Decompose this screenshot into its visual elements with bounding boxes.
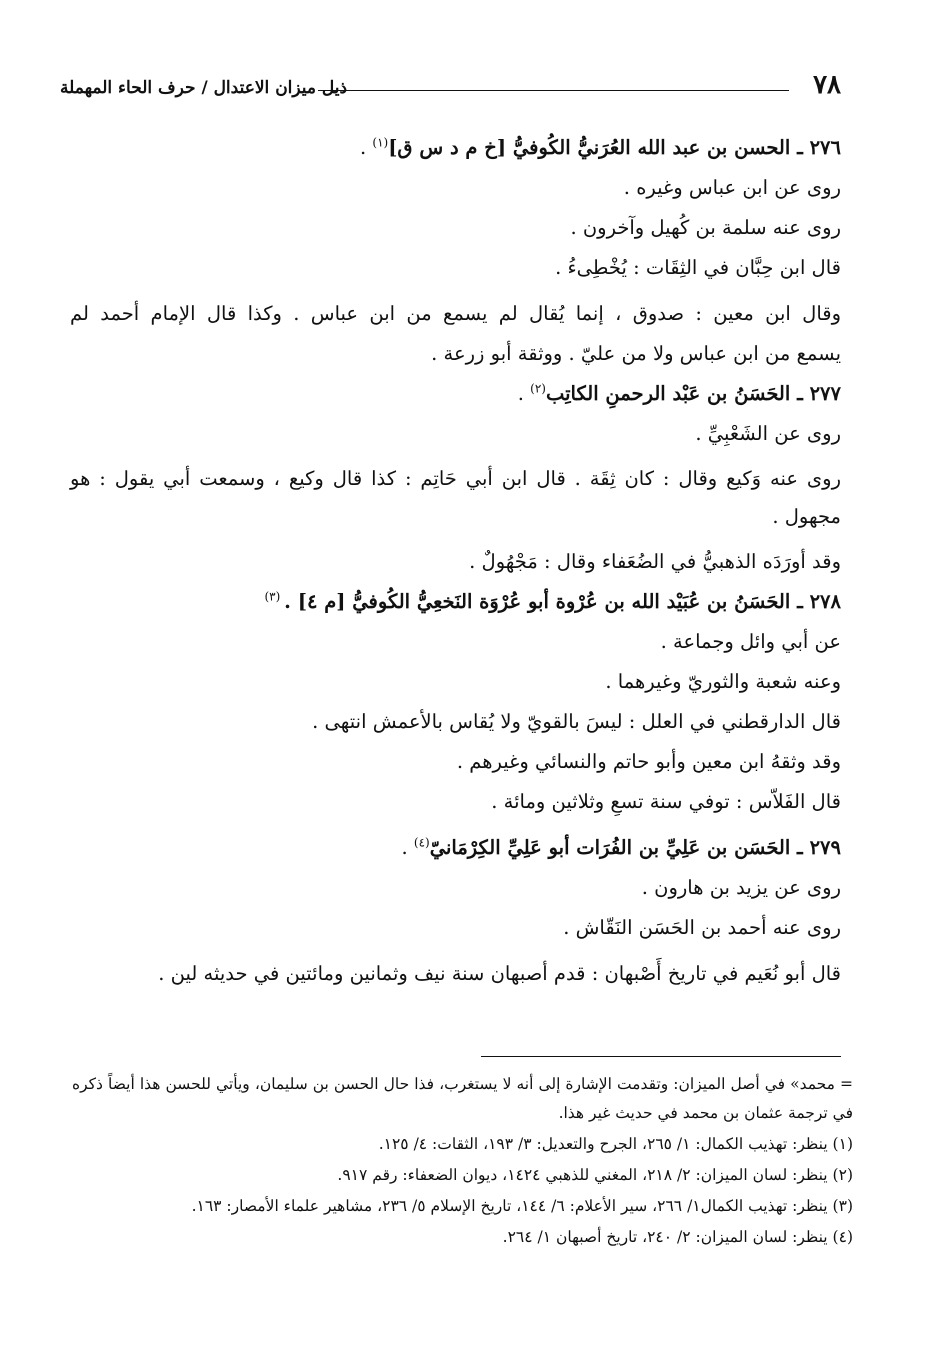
entry-276-line-3: قال ابن حِبَّان في الثِقَات : يُخْطِىءُ . xyxy=(555,256,841,279)
footnote-3: (٣) ينظر: تهذيب الكمال١/ ٢٦٦، سير الأعلام: ٦/ ١٤٤، تاريخ الإسلام ٥/ ٢٣٦، مشاهير علماء الأمصار: ١٦٣. xyxy=(191,1197,853,1215)
entry-278-line-3: قال الدارقطني في العلل : ليسَ بالقويّ ولا يُقاس بالأعمش انتهى . xyxy=(312,710,841,733)
footnote-continuation: = محمد» في أصل الميزان: وتقدمت الإشارة إلى أنه لا يستغرب، فذا حال الحسن بن سليمان، ويأتي للحسن هذا أيضاً ذكره في ترجمة عثمان بن محمد في حديث غير هذا. xyxy=(72,1075,853,1122)
entry-279-title: ٢٧٩ ـ الحَسَن بن عَلِيِّ بن الفُرَات أبو عَلِيِّ الكِرْمَانيّ xyxy=(429,836,841,859)
entry-278-line-4: وقد وثقهُ ابن معين وأبو حاتم والنسائي وغيرهم . xyxy=(456,750,841,773)
header-rule xyxy=(318,90,789,91)
entry-277-title: ٢٧٧ ـ الحَسَنُ بن عَبْد الرحمنِ الكاتِب xyxy=(545,382,841,405)
entry-278-heading xyxy=(70,582,841,622)
page-number: ٧٨ xyxy=(813,70,841,100)
entry-277-line-3: وقد أورَدَه الذهبيُّ في الضُعَفاء وقال : مَجْهُولٌ . xyxy=(469,550,841,573)
entry-276-line-2: روى عنه سلمة بن كُهيل وآخرون . xyxy=(570,216,841,239)
footnote-ref-2: (٢) xyxy=(530,381,546,396)
entry-278-line-1: عن أبي وائل وجماعة . xyxy=(660,630,841,653)
entry-277-line-1: روى عن الشَعْبِيِّ . xyxy=(695,422,841,445)
entry-278-title: ٢٧٨ ـ الحَسَنُ بن عُبَيْد الله بن عُرْوة أبو عُرْوَة النَخعِيُّ الكُوفيُّ [م ٤] . xyxy=(284,590,841,613)
entry-276-line-1: روى عن ابن عباس وغيره . xyxy=(623,176,841,199)
footnote-1: (١) ينظر: تهذيب الكمال: ١/ ٢٦٥، الجرح والتعديل: ٣/ ١٩٣، الثقات: ٤/ ١٢٥. xyxy=(378,1135,853,1153)
footnote-ref-4: (٤) xyxy=(413,835,430,850)
entry-278-line-2: وعنه شعبة والثوريّ وغيرهما . xyxy=(605,670,841,693)
footnotes xyxy=(72,1070,853,1252)
footnote-ref-3: (٣) xyxy=(264,589,285,604)
entry-276-line-4: وقال ابن معين : صدوق ، إنما يُقال لم يسمع من ابن عباس . وكذا قال الإمام أحمد لم xyxy=(70,302,841,325)
entry-276-heading: ٢٧٦ ـ الحسن بن عبد الله العُرَنيُّ الكُوفيُّ [خ م د س ق]$^{(١)}$ . xyxy=(359,135,841,159)
footnote-4: (٤) ينظر: لسان الميزان: ٢/ ٢٤٠، تاريخ أصبهان ١/ ٢٦٤. xyxy=(502,1228,853,1246)
running-title: ذيل ميزان الاعتدال / حرف الحاء المهملة xyxy=(60,78,348,98)
entry-279-line-3: قال أبو نُعَيم في تاريخ أَصْبهان : قدم أصبهان سنة نيف وثمانين ومائتين في حديثه لين . xyxy=(158,962,841,985)
entry-277-line-2: روى عنه وَكيع وقال : كان ثِقَة . قال ابن أبي حَاتِم : كذا قال وكيع ، وسمعت أبي يقول : هو مجهول . xyxy=(70,467,841,528)
footnote-separator xyxy=(481,1056,841,1057)
entry-276-title: ٢٧٦ ـ الحسن بن عبد الله العُرَنيُّ الكُوفيُّ [خ م د س ق] xyxy=(388,136,841,159)
footnote-ref-1: (١) xyxy=(372,135,389,150)
entry-279-heading: ٢٧٩ ـ الحَسَن بن عَلِيِّ بن الفُرَات أبو عَلِيِّ الكِرْمَانيّ$^{(٤)}$ . xyxy=(401,835,841,859)
entry-278-line-5: قال الفَلاّس : توفي سنة تسعِ وثلاثين ومائة . xyxy=(491,790,841,813)
page-header xyxy=(60,70,841,106)
main-text xyxy=(70,128,841,994)
entry-277-heading: ٢٧٧ ـ الحَسَنُ بن عَبْد الرحمنِ الكاتِب$^{(٢)}$ . xyxy=(517,381,841,405)
entry-279-line-2: روى عنه أحمد بن الحَسَن النَقّاش . xyxy=(563,916,841,939)
entry-276-line-5: يسمع من ابن عباس ولا من عليّ . ووثقة أبو زرعة . xyxy=(431,342,841,365)
entry-279-line-1: روى عن يزيد بن هارون . xyxy=(641,876,841,899)
footnote-2: (٢) ينظر: لسان الميزان: ٢/ ٢١٨، المغني للذهبي ١٤٢٤، ديوان الضعفاء: رقم ٩١٧. xyxy=(337,1166,853,1184)
